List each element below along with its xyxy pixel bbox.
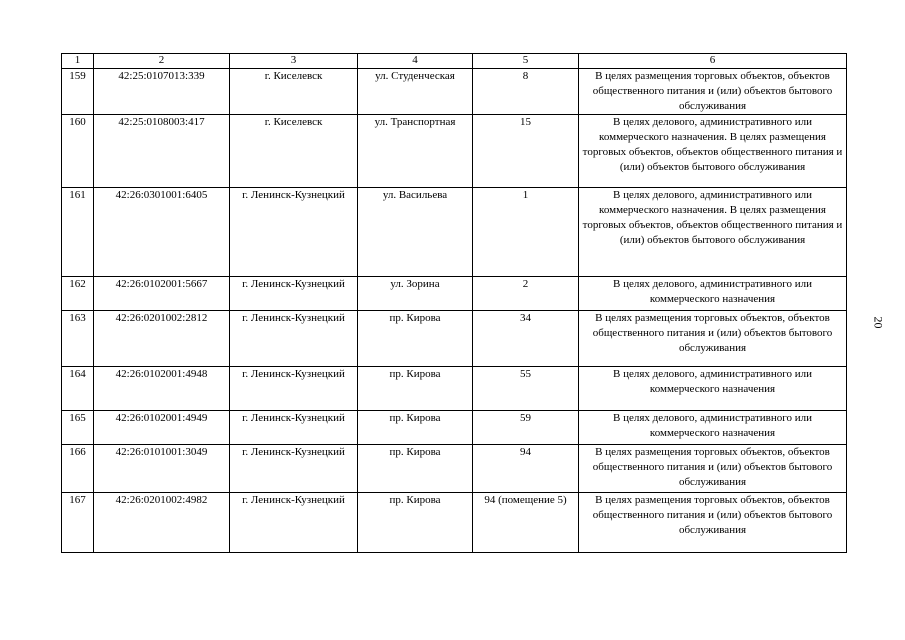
city: г. Ленинск-Кузнецкий	[230, 493, 358, 553]
column-header: 1	[62, 54, 94, 69]
city: г. Ленинск-Кузнецкий	[230, 411, 358, 445]
house-number: 8	[473, 69, 579, 115]
row-number: 161	[62, 188, 94, 277]
street: пр. Кирова	[358, 311, 473, 367]
cadastral-number: 42:25:0108003:417	[94, 115, 230, 188]
row-number: 164	[62, 367, 94, 411]
city: г. Киселевск	[230, 69, 358, 115]
purpose: В целях размещения торговых объектов, объектов общественного питания и (или) объектов бытового обслуживания	[579, 311, 847, 367]
cadastral-number: 42:26:0102001:4948	[94, 367, 230, 411]
table-row	[62, 445, 847, 493]
cadastral-number: 42:26:0201002:4982	[94, 493, 230, 553]
purpose: В целях делового, административного или коммерческого назначения	[579, 367, 847, 411]
land-plots-table	[61, 53, 847, 553]
column-header: 3	[230, 54, 358, 69]
purpose: В целях делового, административного или коммерческого назначения. В целях размещения торговых объектов, объектов общественного питания и (или) объектов бытового обслуживания	[579, 115, 847, 188]
house-number: 94	[473, 445, 579, 493]
row-number: 163	[62, 311, 94, 367]
column-header: 4	[358, 54, 473, 69]
house-number: 15	[473, 115, 579, 188]
street: пр. Кирова	[358, 493, 473, 553]
city: г. Ленинск-Кузнецкий	[230, 311, 358, 367]
house-number: 1	[473, 188, 579, 277]
cadastral-number: 42:25:0107013:339	[94, 69, 230, 115]
purpose: В целях делового, административного или коммерческого назначения	[579, 411, 847, 445]
table-row	[62, 493, 847, 553]
city: г. Киселевск	[230, 115, 358, 188]
street: ул. Зорина	[358, 277, 473, 311]
street: ул. Транспортная	[358, 115, 473, 188]
cadastral-number: 42:26:0102001:5667	[94, 277, 230, 311]
table-row	[62, 69, 847, 115]
table-row	[62, 411, 847, 445]
table-row	[62, 188, 847, 277]
street: пр. Кирова	[358, 411, 473, 445]
city: г. Ленинск-Кузнецкий	[230, 367, 358, 411]
cadastral-number: 42:26:0102001:4949	[94, 411, 230, 445]
purpose: В целях делового, административного или коммерческого назначения. В целях размещения торговых объектов, объектов общественного питания и (или) объектов бытового обслуживания	[579, 188, 847, 277]
street: ул. Студенческая	[358, 69, 473, 115]
house-number: 59	[473, 411, 579, 445]
street: пр. Кирова	[358, 445, 473, 493]
city: г. Ленинск-Кузнецкий	[230, 188, 358, 277]
purpose: В целях размещения торговых объектов, объектов общественного питания и (или) объектов бытового обслуживания	[579, 69, 847, 115]
row-number: 166	[62, 445, 94, 493]
cadastral-number: 42:26:0101001:3049	[94, 445, 230, 493]
cadastral-number: 42:26:0301001:6405	[94, 188, 230, 277]
cadastral-number: 42:26:0201002:2812	[94, 311, 230, 367]
row-number: 165	[62, 411, 94, 445]
street: ул. Васильева	[358, 188, 473, 277]
column-header: 5	[473, 54, 579, 69]
purpose: В целях делового, административного или коммерческого назначения	[579, 277, 847, 311]
table-row	[62, 115, 847, 188]
row-number: 167	[62, 493, 94, 553]
column-header: 2	[94, 54, 230, 69]
row-number: 160	[62, 115, 94, 188]
city: г. Ленинск-Кузнецкий	[230, 445, 358, 493]
page-number: 20	[871, 316, 886, 329]
city: г. Ленинск-Кузнецкий	[230, 277, 358, 311]
table-row	[62, 277, 847, 311]
table-row	[62, 311, 847, 367]
house-number: 55	[473, 367, 579, 411]
house-number: 94 (помещение 5)	[473, 493, 579, 553]
house-number: 34	[473, 311, 579, 367]
row-number: 159	[62, 69, 94, 115]
table-row	[62, 367, 847, 411]
street: пр. Кирова	[358, 367, 473, 411]
header-row	[62, 54, 847, 69]
house-number: 2	[473, 277, 579, 311]
row-number: 162	[62, 277, 94, 311]
column-header: 6	[579, 54, 847, 69]
purpose: В целях размещения торговых объектов, объектов общественного питания и (или) объектов бытового обслуживания	[579, 493, 847, 553]
purpose: В целях размещения торговых объектов, объектов общественного питания и (или) объектов бытового обслуживания	[579, 445, 847, 493]
